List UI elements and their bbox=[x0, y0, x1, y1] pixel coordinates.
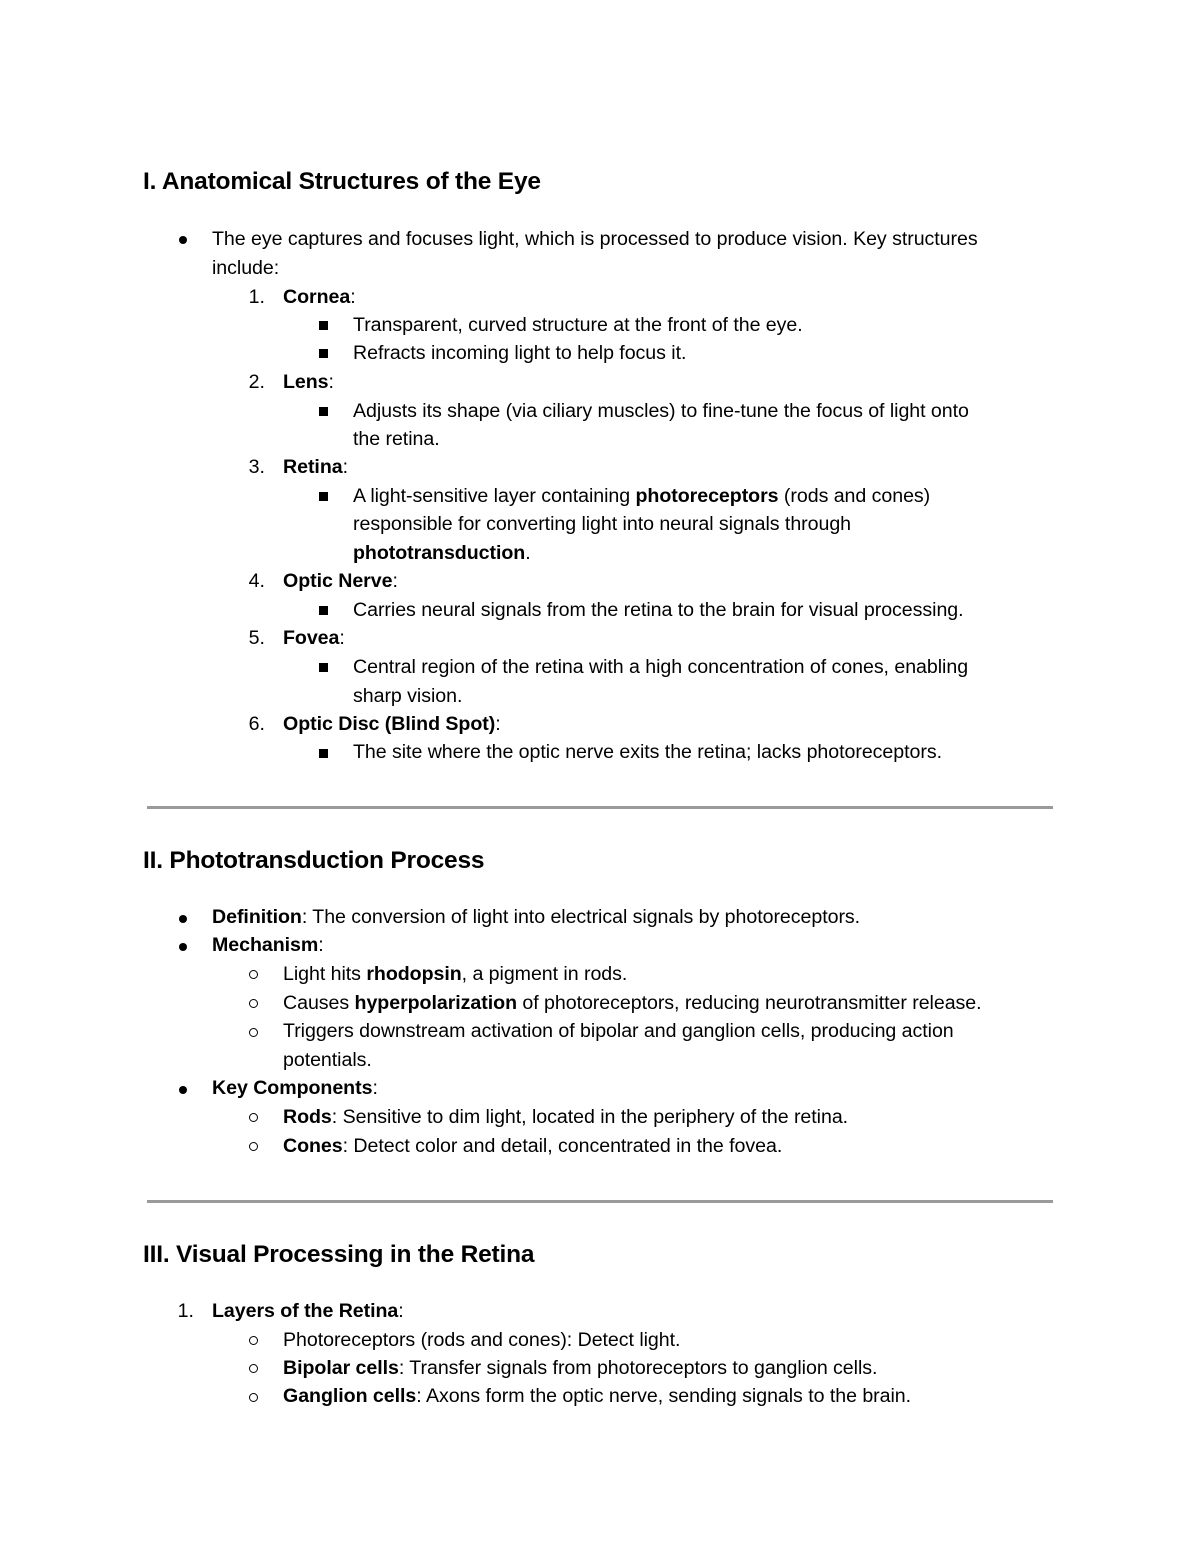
structure-label: Fovea bbox=[283, 627, 340, 649]
layers-label: Layers of the Retina bbox=[212, 1300, 399, 1322]
mechanism-label: Mechanism bbox=[212, 934, 319, 956]
layer-bipolar-cells bbox=[283, 1354, 877, 1382]
square-bullet bbox=[319, 749, 328, 758]
component-cones bbox=[283, 1132, 782, 1160]
horizontal-divider bbox=[147, 1200, 1053, 1203]
intro-text-line-1: The eye captures and focuses light, which is processed to produce vision. Key structures bbox=[212, 228, 978, 250]
list-number: 6. bbox=[248, 713, 265, 735]
bold-term: hyperpolarization bbox=[354, 992, 517, 1014]
retina-detail-line-2: responsible for converting light into neural signals through bbox=[353, 513, 852, 535]
bold-term: Bipolar cells bbox=[283, 1357, 399, 1379]
structure-lens bbox=[283, 368, 334, 396]
bold-term: Rods bbox=[283, 1106, 332, 1128]
structure-label: Lens bbox=[283, 371, 329, 393]
mechanism-step-1 bbox=[283, 960, 627, 988]
text-run: : Axons form the optic nerve, sending signals to the brain. bbox=[416, 1385, 912, 1407]
circle-bullet bbox=[249, 999, 258, 1008]
section-2-heading: II. Phototransduction Process bbox=[143, 847, 485, 874]
structure-optic-disc bbox=[283, 710, 501, 738]
disc-bullet bbox=[179, 943, 187, 951]
optic-nerve-detail: Carries neural signals from the retina to the brain for visual processing. bbox=[353, 599, 964, 621]
layer-photoreceptors: Photoreceptors (rods and cones): Detect light. bbox=[283, 1329, 681, 1351]
structure-label: Cornea bbox=[283, 286, 351, 308]
text-run: Causes bbox=[283, 992, 355, 1014]
circle-bullet bbox=[249, 1336, 258, 1345]
disc-bullet bbox=[179, 1086, 187, 1094]
layer-ganglion-cells bbox=[283, 1382, 911, 1410]
fovea-detail-line-2: sharp vision. bbox=[353, 685, 463, 707]
component-rods bbox=[283, 1103, 848, 1131]
structure-optic-nerve bbox=[283, 567, 398, 595]
lens-detail-line-2: the retina. bbox=[353, 428, 440, 450]
list-number: 4. bbox=[248, 570, 265, 592]
list-number: 1. bbox=[177, 1300, 194, 1322]
text-run: : Sensitive to dim light, located in the periphery of the retina. bbox=[331, 1106, 849, 1128]
mechanism-item bbox=[212, 931, 324, 959]
bold-term: photoreceptors bbox=[635, 485, 779, 507]
bold-term: Cones bbox=[283, 1135, 343, 1157]
circle-bullet bbox=[249, 1364, 258, 1373]
square-bullet bbox=[319, 349, 328, 358]
circle-bullet bbox=[249, 1028, 258, 1037]
cornea-detail-2: Refracts incoming light to help focus it. bbox=[353, 342, 687, 364]
list-number: 2. bbox=[248, 371, 265, 393]
square-bullet bbox=[319, 407, 328, 416]
horizontal-divider bbox=[147, 806, 1053, 809]
text-run: . bbox=[525, 542, 531, 564]
retina-detail-line-1 bbox=[353, 482, 930, 510]
structure-retina bbox=[283, 453, 348, 481]
fovea-detail-line-1: Central region of the retina with a high concentration of cones, enabling bbox=[353, 656, 969, 678]
colon: : bbox=[350, 286, 356, 308]
text-run: , a pigment in rods. bbox=[461, 963, 628, 985]
square-bullet bbox=[319, 492, 328, 501]
disc-bullet bbox=[179, 236, 187, 244]
text-run: : Detect color and detail, concentrated in the fovea. bbox=[342, 1135, 783, 1157]
square-bullet bbox=[319, 663, 328, 672]
square-bullet bbox=[319, 321, 328, 330]
colon: : bbox=[318, 934, 324, 956]
circle-bullet bbox=[249, 1113, 258, 1122]
definition-text: : The conversion of light into electrical signals by photoreceptors. bbox=[301, 906, 861, 928]
colon: : bbox=[392, 570, 398, 592]
layers-item bbox=[212, 1297, 404, 1325]
structure-label: Retina bbox=[283, 456, 343, 478]
cornea-detail-1: Transparent, curved structure at the front of the eye. bbox=[353, 314, 803, 336]
components-item bbox=[212, 1074, 378, 1102]
text-run: Light hits bbox=[283, 963, 367, 985]
text-run: : Transfer signals from photoreceptors to ganglion cells. bbox=[398, 1357, 878, 1379]
circle-bullet bbox=[249, 1142, 258, 1151]
list-number: 3. bbox=[248, 456, 265, 478]
text-run: of photoreceptors, reducing neurotransmitter release. bbox=[517, 992, 982, 1014]
mechanism-step-2 bbox=[283, 989, 982, 1017]
circle-bullet bbox=[249, 1393, 258, 1402]
retina-detail-line-3 bbox=[353, 539, 531, 567]
structure-label: Optic Nerve bbox=[283, 570, 393, 592]
intro-text-line-2: include: bbox=[212, 257, 280, 279]
components-label: Key Components bbox=[212, 1077, 373, 1099]
structure-cornea bbox=[283, 283, 356, 311]
section-1-heading: I. Anatomical Structures of the Eye bbox=[143, 168, 541, 195]
colon: : bbox=[328, 371, 334, 393]
structure-label: Optic Disc (Blind Spot) bbox=[283, 713, 496, 735]
mechanism-step-3-line-1: Triggers downstream activation of bipolar and ganglion cells, producing action bbox=[283, 1020, 954, 1042]
definition-item bbox=[212, 903, 860, 931]
structure-fovea bbox=[283, 624, 345, 652]
section-3-heading: III. Visual Processing in the Retina bbox=[143, 1241, 535, 1268]
lens-detail-line-1: Adjusts its shape (via ciliary muscles) to fine-tune the focus of light onto bbox=[353, 400, 969, 422]
text-run: (rods and cones) bbox=[778, 485, 931, 507]
colon: : bbox=[398, 1300, 404, 1322]
colon: : bbox=[495, 713, 501, 735]
colon: : bbox=[342, 456, 348, 478]
optic-disc-detail: The site where the optic nerve exits the retina; lacks photoreceptors. bbox=[353, 741, 942, 763]
list-number: 5. bbox=[248, 627, 265, 649]
text-run: A light-sensitive layer containing bbox=[353, 485, 636, 507]
disc-bullet bbox=[179, 915, 187, 923]
bold-term: rhodopsin bbox=[366, 963, 462, 985]
bold-term: Ganglion cells bbox=[283, 1385, 417, 1407]
bold-term: phototransduction bbox=[353, 542, 526, 564]
colon: : bbox=[372, 1077, 378, 1099]
square-bullet bbox=[319, 606, 328, 615]
circle-bullet bbox=[249, 970, 258, 979]
list-number: 1. bbox=[248, 286, 265, 308]
colon: : bbox=[339, 627, 345, 649]
mechanism-step-3-line-2: potentials. bbox=[283, 1049, 372, 1071]
definition-label: Definition bbox=[212, 906, 302, 928]
